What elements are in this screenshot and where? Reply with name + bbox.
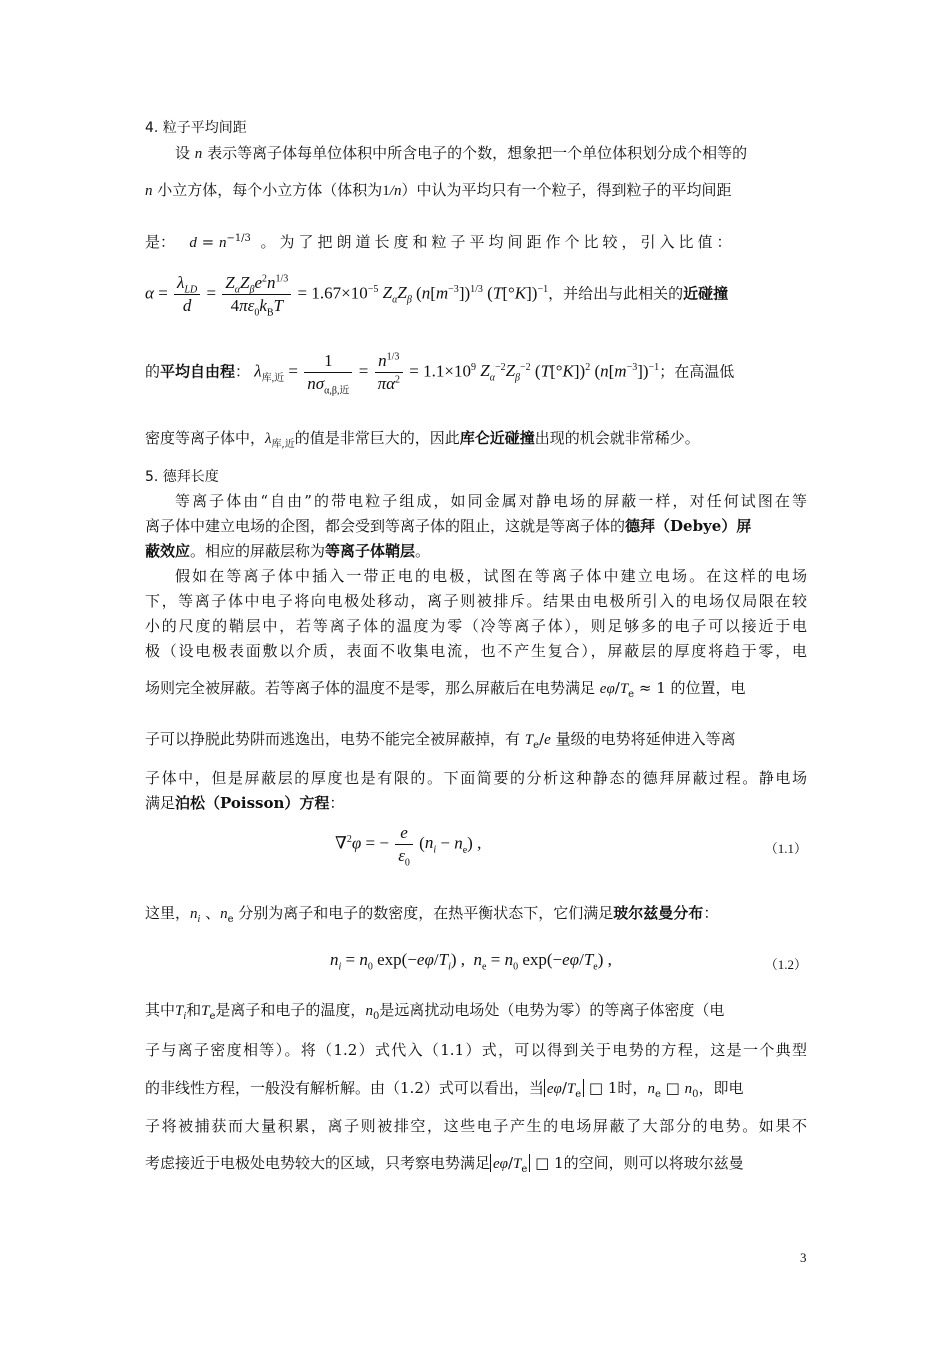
para6-line6: 子可以挣脱此势阱而逃逸出，电势不能完全被屏蔽掉，有 $T_e/e$ 量级的电势将延伸进入等离 (145, 730, 736, 751)
section-5-heading: 5. 德拜长度 (145, 469, 219, 485)
para7-line: 这里，$n_i$ 、$n_e$ 分别为离子和电子的数密度，在热平衡状态下，它们满足玻尔兹曼分布： (145, 904, 719, 925)
para6-line8: 满足泊松（Poisson）方程： (145, 794, 345, 812)
para8-line1: 其中$T_i$和$T_e$是离子和电子的温度，$n_0$是远离扰动电场处（电势为零）的等离子体密度（电 (145, 1001, 725, 1022)
para6-line5: 场则完全被屏蔽。若等离子体的温度不是零，那么屏蔽后在电势满足 $e\varphi/T_e \approx 1$ 的位置，电 (145, 679, 746, 700)
page-number: 3 (800, 1250, 807, 1265)
para6-line4: 极（设电极表面敷以介质，表面不收集电流，也不产生复合），屏蔽层的厚度将趋于零，电 (145, 642, 807, 660)
para6-line7: 子体中，但是屏蔽层的厚度也是有限的。下面简要的分析这种静态的德拜屏蔽过程。静电场 (145, 769, 807, 787)
para4-line3: 是： $d = n^{-1/3}$ 。为了把朗道长度和粒子平均间距作个比较，引入比值： (145, 233, 736, 251)
boltzmann-equation: $n_i = n_0$ $\exp(-e\varphi/T_i)$ , $n_e = n_0$ $\exp(-e\varphi/T_e)$ , (330, 950, 612, 973)
poisson-equation: ∇$^2$φ = − $\frac{e}{\varepsilon_0}$ $(n_i - n_e)$ , (335, 823, 482, 869)
equation-number-1-1: （1.1） (764, 841, 807, 856)
alpha-ratio-equation: α = $\frac{\lambda_{LD}}{d}$ = $\frac{Z_\alpha Z_\beta e^2n^{1/3}}{4\pi\varepsilon_0k_BT}$ = $1.67\times 10^{-5}$ $Z_\alpha Z_\beta$ $(n[m^{-3}])^{1/3}$ $(T[^\circ K])^{-1}$，并给出与此相关的近碰撞 (145, 273, 729, 319)
para8-line4: 子将被捕获而大量积累，离子则被排空，这些电子产生的电场屏蔽了大部分的电势。如果不 (145, 1117, 807, 1135)
para6-line1: 假如在等离子体中插入一带正电的电极，试图在等离子体中建立电场。在这样的电场 (175, 567, 807, 585)
mean-free-path-equation: 的平均自由程： $\lambda_{库,近}$ = $\frac{1}{n\sigma_{\alpha,\beta,近}}$ = $\frac{n^{1/3}}{\pi\alpha^2}$ = $1.1\times 10^9$ $Z_\alpha^{-2}Z_\beta^{-2}$ $(T[^\circ K])^2$ $(n[m^{-3}])^{-1}$；在高温低 (145, 351, 735, 397)
para4-line2: n 小立方体，每个小立方体（体积为1/n）中认为平均只有一个粒子，得到粒子的平均间距 (145, 181, 732, 199)
para8-line3: 的非线性方程，一般没有解析解。由（1.2）式可以看出，当 $e\varphi/T_e$ □ 1时，$n_e$ □ $n_0$，即电 (145, 1079, 744, 1100)
para8-line2: 子与离子密度相等）。将（1.2）式代入（1.1）式，可以得到关于电势的方程，这是一个典型 (145, 1041, 807, 1059)
para8-line5: 考虑接近于电极处电势较大的区域，只考察电势满足 $e\varphi/T_e$ □ 1的空间，则可以将玻尔兹曼 (145, 1154, 744, 1175)
para5-line3: 蔽效应。相应的屏蔽层称为等离子体鞘层。 (145, 542, 431, 560)
para5-line2: 离子体中建立电场的企图，都会受到等离子体的阻止，这就是等离子体的德拜（Debye）屏 (145, 517, 752, 535)
para4-line1: 设 n 表示等离子体每单位体积中所含电子的个数，想象把一个单位体积划分成个相等的 (175, 144, 748, 162)
para4-line6: 密度等离子体中，$\lambda_{库,近}$的值是非常巨大的，因此库仑近碰撞出现的机会就非常稀少。 (145, 429, 700, 450)
equation-number-1-2: （1.2） (764, 957, 807, 972)
para6-line3: 小的尺度的鞘层中，若等离子体的温度为零（冷等离子体），则足够多的电子可以接近于电 (145, 617, 807, 635)
section-4-heading: 4. 粒子平均间距 (145, 120, 247, 136)
para5-line1: 等离子体由“自由”的带电粒子组成，如同金属对静电场的屏蔽一样，对任何试图在等 (175, 492, 807, 510)
para6-line2: 下，等离子体中电子将向电极处移动，离子则被排斥。结果由电极所引入的电场仅局限在较 (145, 592, 807, 610)
